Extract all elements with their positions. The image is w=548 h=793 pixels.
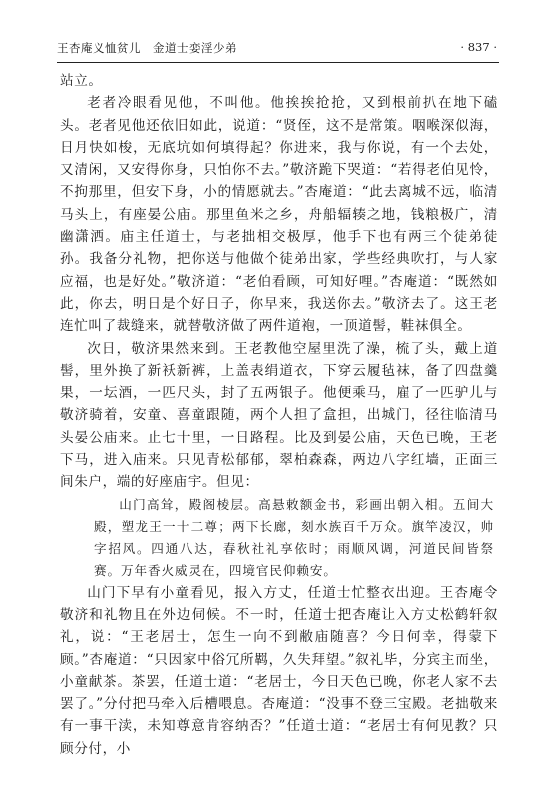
- running-title: 王杏庵义恤贫儿 金道士娈淫少弟: [57, 41, 237, 55]
- page-number: · 837 ·: [460, 40, 497, 54]
- paragraph-continuation: 站立。: [60, 73, 103, 89]
- paragraph: 老者冷眼看见他，不叫他。他挨挨抢抢，又到根前扒在地下磕头。老者见他还依旧如此，说道：“贤侄，这不是常策。咽喉深似海，日月快如梭，无底坑如何填得起？你进来，我与你说，有一个去处，又清闲，又安得你身，只怕你不去。”敬济跪下哭道：“若得老伯见怜，不拘那里，但安下身，小的情愿就去。”杏庵道：“此去离城不远，临清马头上，有座晏公庙。那里鱼米之乡，舟船辐辏之地，钱粮极广，清幽潇洒。庙主任道士，与老拙相交极厚，他手下也有两三个徒弟徒孙。我备分礼物，把你送与他做个徒弟出家，学些经典吹打，与人家应福，也是好处。”敬济道：“老伯看顾，可知好哩。”杏庵道：“既然如此，你去，明日是个好日子，你早来，我送你去。”敬济去了。这王老连忙叫了裁缝来，就替敬济做了两件道袍，一顶道髻，鞋袜俱全。: [60, 95, 498, 335]
- paragraph: 山门下早有小童看见，报入方丈，任道士忙整衣出迎。王杏庵令敬济和礼物且在外边伺候。不一时，任道士把杏庵让入方丈松鹤轩叙礼，说：“王老居士，怎生一向不到敝庙随喜？今日何幸，得蒙下顾。”杏庵道：“只因家中俗冗所羁，久失拜望。”叙礼毕，分宾主而坐，小童献茶。茶罢，任道士道：“老居士，今日天色已晚，你老人家不去罢了。”分付把马牵入后槽喂息。杏庵道：“没事不登三宝殿。老拙敬来有一事干渎，未知尊意肯容纳否？”任道士道：“老居士有何见教？只顾分付，小: [60, 584, 498, 757]
- header-rule: [57, 62, 499, 63]
- verse-block: 山门高耸，殿阁棱层。高悬敕额金书，彩画出朝入相。五间大殿，塑龙王一十二尊；两下长廊，刻水族百千万众。旗竿凌汉，帅字招风。四通八达，春秋社礼享依时；雨顺风调，河道民间皆祭赛。万年香火威灵在，四境官民仰赖安。: [94, 496, 494, 578]
- body-text: [60, 70, 498, 760]
- paragraph: 次日，敬济果然来到。王老教他空屋里洗了澡，梳了头，戴上道髻，里外换了新袄新裤，上盖表绢道衣，下穿云履毡袜，备了四盘羹果，一坛酒，一匹尺头，封了五两银子。他便乘马，雇了一匹驴儿与敬济骑着，安童、喜童跟随，两个人担了盒担，出城门，径往临清马头晏公庙来。止七十里，一日路程。比及到晏公庙，天色已晚，王老下马，进入庙来。只见青松郁郁，翠柏森森，两边八字红墙，正面三间朱户，端的好座庙宇。但见：: [60, 340, 498, 491]
- running-header: [57, 40, 497, 60]
